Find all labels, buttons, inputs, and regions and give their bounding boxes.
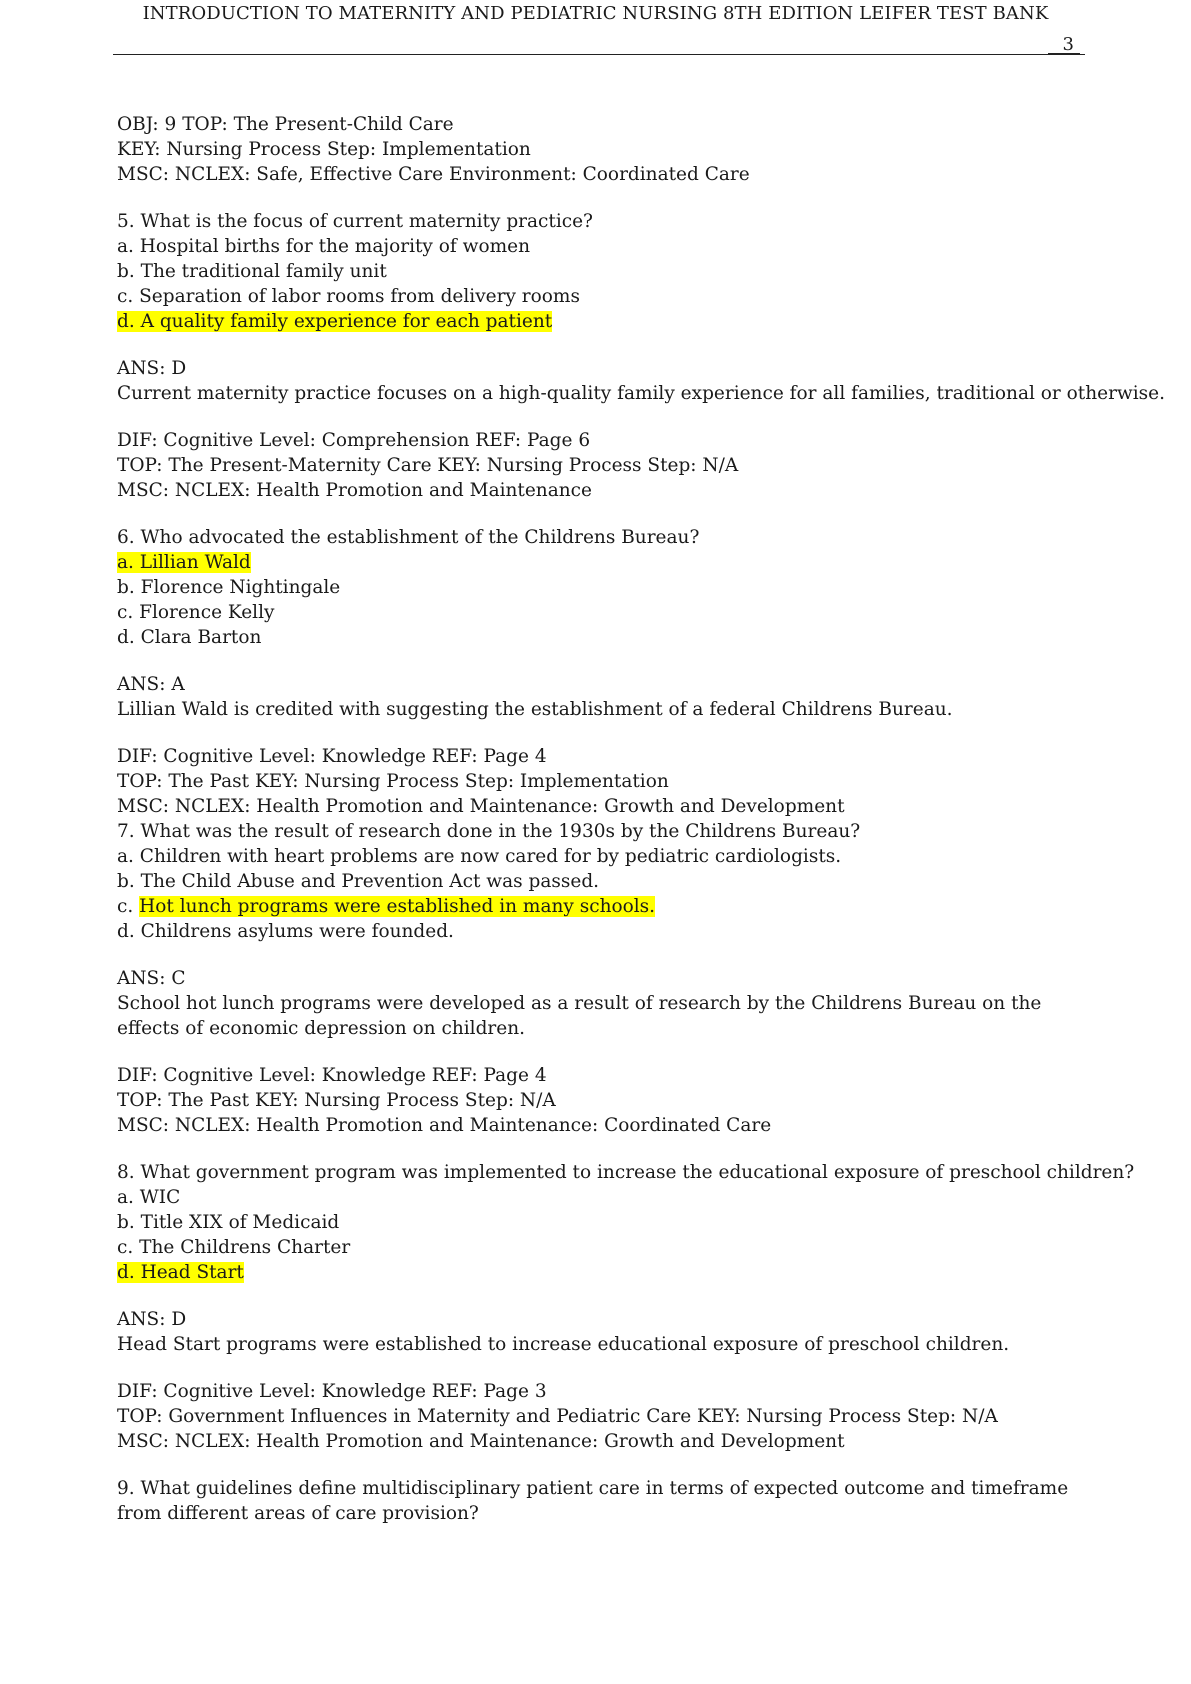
option-c-prefix: c. [117, 896, 140, 917]
option-c [117, 894, 1077, 919]
document-header-title: INTRODUCTION TO MATERNITY AND PEDIATRIC NURSING 8TH EDITION LEIFER TEST BANK [142, 3, 1049, 24]
option-d: d. Clara Barton [117, 627, 262, 648]
answer-key: ANS: D [117, 358, 187, 379]
question-5 [117, 209, 1166, 503]
q4-metadata-block [117, 112, 1077, 187]
metadata-line: MSC: NCLEX: Health Promotion and Maintenance: Growth and Development [117, 1431, 845, 1452]
option-a: a. Hospital births for the majority of women [117, 236, 531, 257]
answer-key: ANS: A [117, 674, 185, 695]
metadata-line: MSC: NCLEX: Health Promotion and Maintenance [117, 480, 592, 501]
metadata-line: OBJ: 9 TOP: The Present-Child Care [117, 114, 454, 135]
question-text: 5. What is the focus of current maternity practice? [117, 211, 593, 232]
answer-rationale: School hot lunch programs were developed as a result of research by the Childrens Bureau on the effects of economic depression on children. [117, 993, 1042, 1039]
metadata-line: TOP: The Present-Maternity Care KEY: Nursing Process Step: N/A [117, 455, 739, 476]
metadata-line: DIF: Cognitive Level: Knowledge REF: Page 3 [117, 1381, 547, 1402]
header-divider [113, 54, 1085, 55]
answer-rationale: Lillian Wald is credited with suggesting the establishment of a federal Childrens Bureau. [117, 699, 953, 720]
option-d-highlighted-answer: d. Head Start [117, 1262, 244, 1283]
question-text: 6. Who advocated the establishment of the Childrens Bureau? [117, 527, 700, 548]
metadata-line: MSC: NCLEX: Safe, Effective Care Environment: Coordinated Care [117, 164, 750, 185]
option-a-highlighted-answer: a. Lillian Wald [117, 552, 251, 573]
option-a: a. Children with heart problems are now cared for by pediatric cardiologists. [117, 846, 842, 867]
option-c: c. The Childrens Charter [117, 1237, 351, 1258]
answer-rationale: Head Start programs were established to increase educational exposure of preschool children. [117, 1334, 1010, 1355]
option-d-highlighted-answer: d. A quality family experience for each patient [117, 311, 553, 332]
metadata-line: KEY: Nursing Process Step: Implementation [117, 139, 531, 160]
metadata-line: TOP: The Past KEY: Nursing Process Step: Implementation [117, 771, 669, 792]
metadata-line: TOP: Government Influences in Maternity and Pediatric Care KEY: Nursing Process Step: N/A [117, 1406, 998, 1427]
option-d: d. Childrens asylums were founded. [117, 921, 454, 942]
question-6 [117, 525, 1077, 819]
option-b: b. Florence Nightingale [117, 577, 341, 598]
question-text: 7. What was the result of research done in the 1930s by the Childrens Bureau? [117, 821, 861, 842]
option-c-highlighted-answer: Hot lunch programs were established in many schools. [139, 896, 656, 917]
question-7 [117, 819, 1077, 1138]
answer-key: ANS: D [117, 1309, 187, 1330]
answer-key: ANS: C [117, 968, 186, 989]
option-c: c. Separation of labor rooms from delivery rooms [117, 286, 580, 307]
metadata-line: DIF: Cognitive Level: Knowledge REF: Page 4 [117, 746, 547, 767]
option-b: b. Title XIX of Medicaid [117, 1212, 340, 1233]
question-8 [117, 1160, 1135, 1454]
option-b: b. The Child Abuse and Prevention Act was passed. [117, 871, 600, 892]
page-number: 3 [1052, 34, 1074, 55]
option-a: a. WIC [117, 1187, 181, 1208]
answer-rationale: Current maternity practice focuses on a high-quality family experience for all families, traditional or otherwise. [117, 383, 1166, 404]
question-text: 8. What government program was implemented to increase the educational exposure of preschool children? [117, 1162, 1135, 1183]
metadata-line: DIF: Cognitive Level: Knowledge REF: Page 4 [117, 1065, 547, 1086]
metadata-line: MSC: NCLEX: Health Promotion and Maintenance: Coordinated Care [117, 1115, 772, 1136]
metadata-line: TOP: The Past KEY: Nursing Process Step: N/A [117, 1090, 556, 1111]
option-b: b. The traditional family unit [117, 261, 387, 282]
metadata-line: MSC: NCLEX: Health Promotion and Maintenance: Growth and Development [117, 796, 845, 817]
question-text: 9. What guidelines define multidisciplinary patient care in terms of expected outcome and timeframe from different areas of care provision? [117, 1478, 1069, 1524]
option-c: c. Florence Kelly [117, 602, 275, 623]
test-bank-content [117, 112, 1166, 1526]
metadata-line: DIF: Cognitive Level: Comprehension REF: Page 6 [117, 430, 591, 451]
question-9 [117, 1476, 1077, 1526]
